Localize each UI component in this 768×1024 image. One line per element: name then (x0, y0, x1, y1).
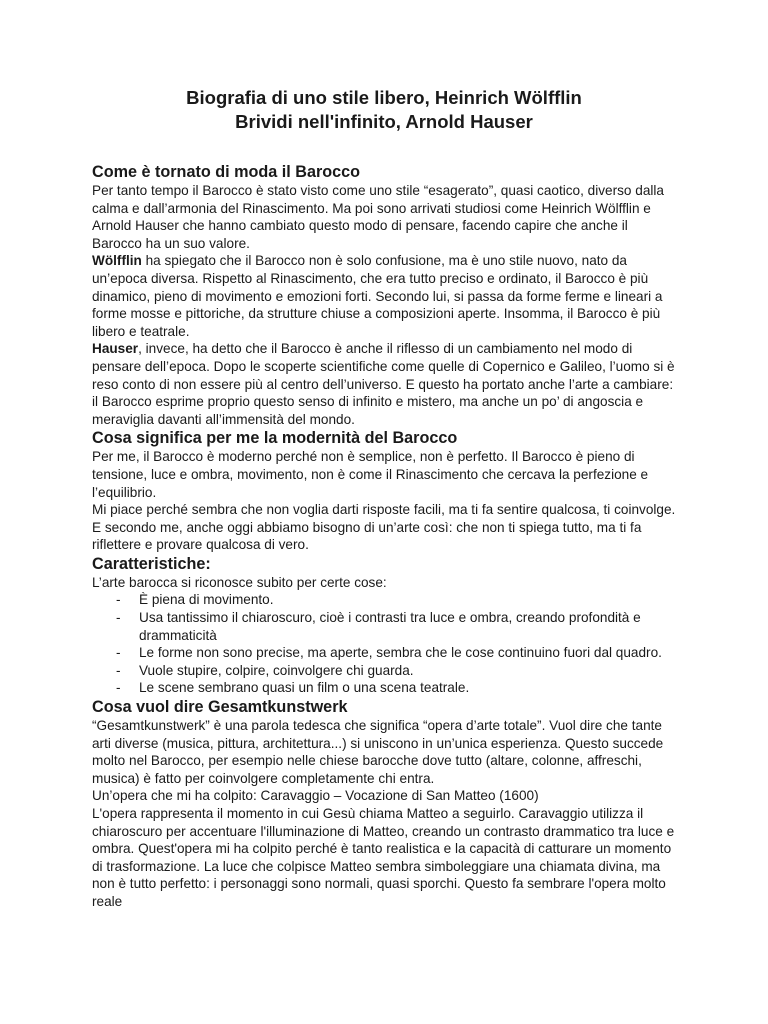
paragraph-hauser (92, 340, 676, 428)
paragraph-wolfflin (92, 252, 676, 340)
caratteristiche-list (92, 591, 676, 697)
wolfflin-text: ha spiegato che il Barocco non è solo confusione, ma è uno stile nuovo, nato da un’epoca diversa. Rispetto al Rinascimento, che era tutto preciso e ordinato, il Barocco è più dinamico, pieno di movimento e emozioni forti. Secondo lui, si passa da forme ferme e lineari a forme mosse e pittoriche, da strutture chiuse a composizioni aperte. Insomma, il Barocco è più libero e teatrale. (92, 253, 663, 339)
hauser-name: Hauser (92, 341, 139, 357)
paragraph-modernita-2: Mi piace perché sembra che non voglia darti risposte facili, ma ti fa sentire qualcosa, ti coinvolge. E secondo me, anche oggi abbiamo bisogno di un’arte così: che non ti spiega tutto, ma ti fa riflettere e provare qualcosa di vero. (92, 502, 676, 553)
list-item (116, 644, 676, 662)
bullet-dash: - (116, 592, 121, 608)
title-line-2: Brividi nell'infinito, Arnold Hauser (235, 111, 533, 132)
bullet-dash: - (116, 645, 121, 661)
section-heading-modernita: Cosa significa per me la modernità del Barocco (92, 429, 458, 448)
paragraph-caratteristiche-intro: L’arte barocca si riconosce subito per certe cose: (92, 574, 387, 590)
section-heading-caratteristiche: Caratteristiche: (92, 554, 211, 573)
bullet-dash: - (116, 662, 121, 678)
title-line-1: Biografia di uno stile libero, Heinrich Wölfflin (186, 87, 582, 108)
paragraph-opera-titolo: Un’opera che mi ha colpito: Caravaggio – Vocazione di San Matteo (1600) (92, 788, 539, 804)
bullet-dash: - (116, 610, 121, 626)
list-item (116, 591, 676, 609)
paragraph-gesamtkunstwerk: “Gesamtkunstwerk” è una parola tedesca che significa “opera d’arte totale”. Vuol dire che tante arti diverse (musica, pittura, architettura...) si uniscono in un’unica esperienza. Questo succede molto nel Barocco, per esempio nelle chiese barocche dove tutto (altare, colonne, affreschi, musica) è fatto per coinvolgere completamente chi entra. (92, 718, 664, 786)
list-item-text: È piena di movimento. (139, 592, 274, 608)
list-item (116, 609, 676, 644)
section-heading-gesamtkunstwerk: Cosa vuol dire Gesamtkunstwerk (92, 698, 348, 717)
list-item-text: Usa tantissimo il chiaroscuro, cioè i contrasti tra luce e ombra, creando profondità e drammaticità (139, 610, 641, 643)
list-item (116, 679, 676, 697)
bullet-dash: - (116, 680, 121, 696)
wolfflin-name: Wölfflin (92, 253, 142, 269)
hauser-text: , invece, ha detto che il Barocco è anche il riflesso di un cambiamento nel modo di pensare dell’epoca. Dopo le scoperte scientifiche come quelle di Copernico e Galileo, l’uomo si è reso conto di non essere più al centro dell’universo. E questo ha portato anche l’arte a cambiare: il Barocco esprime proprio questo senso di infinito e mistero, ma anche un po’ di angoscia e meraviglia davanti all’immensità del mondo. (92, 341, 675, 427)
paragraph-opera-descrizione: L'opera rappresenta il momento in cui Gesù chiama Matteo a seguirlo. Caravaggio utilizza il chiaroscuro per accentuare l'illuminazione di Matteo, creando un contrasto drammatico tra luce e ombra. Quest'opera mi ha colpito perché è tanto realistica e la capacità di catturare un momento di trasformazione. La luce che colpisce Matteo sembra simboleggiare una chiamata divina, ma non è tutto perfetto: i personaggi sono normali, quasi sporchi. Questo fa sembrare l'opera molto reale (92, 806, 675, 909)
paragraph-intro: Per tanto tempo il Barocco è stato visto come uno stile “esagerato”, quasi caotico, diverso dalla calma e dall’armonia del Rinascimento. Ma poi sono arrivati studiosi come Heinrich Wölfflin e Arnold Hauser che hanno cambiato questo modo di pensare, facendo capire che anche il Barocco ha un suo valore. (92, 183, 664, 251)
paragraph-modernita-1: Per me, il Barocco è moderno perché non è semplice, non è perfetto. Il Barocco è pieno di tensione, luce e ombra, movimento, non è come il Rinascimento che cercava la perfezione e l’equilibrio. (92, 449, 649, 500)
list-item-text: Vuole stupire, colpire, coinvolgere chi guarda. (139, 662, 414, 678)
list-item-text: Le scene sembrano quasi un film o una scena teatrale. (139, 680, 470, 696)
list-item-text: Le forme non sono precise, ma aperte, sembra che le cose continuino fuori dal quadro. (139, 645, 662, 661)
section-heading-barocco-moda: Come è tornato di moda il Barocco (92, 163, 361, 181)
list-item (116, 662, 676, 680)
